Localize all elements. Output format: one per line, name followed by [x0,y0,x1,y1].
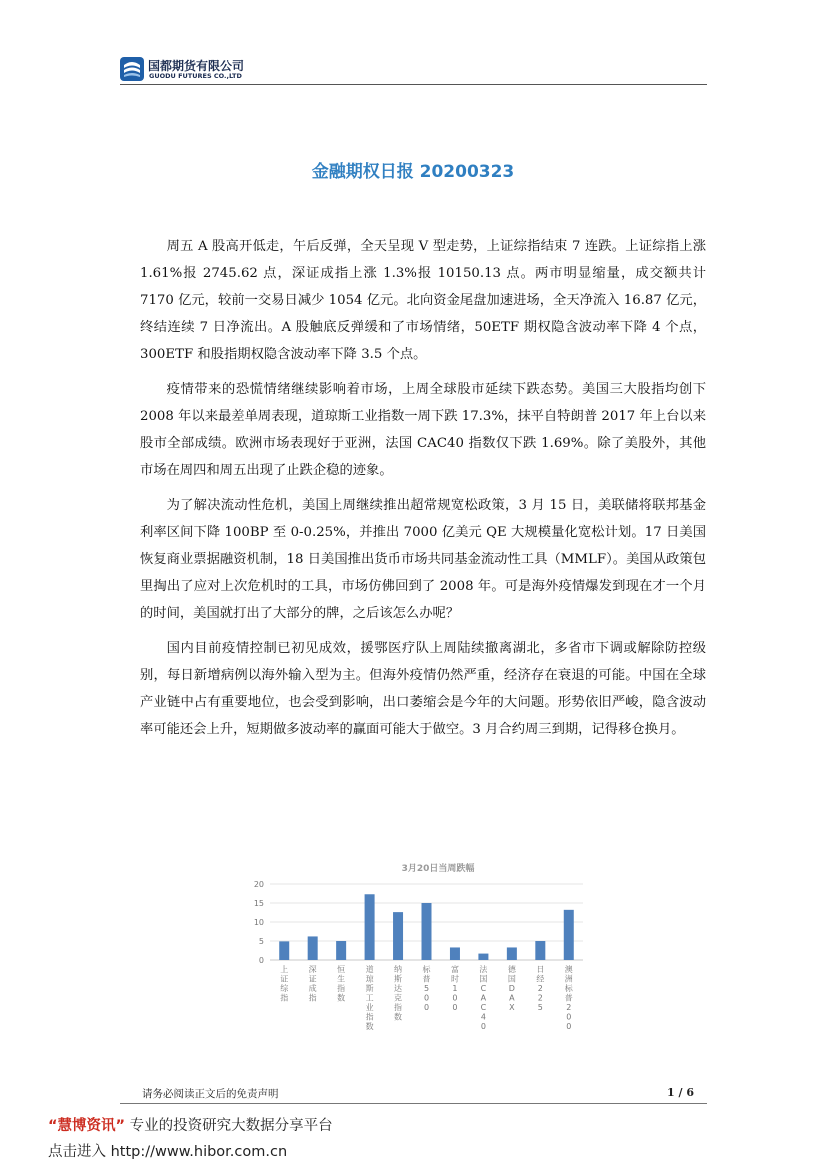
x-tick-label: 深证成指 [308,965,317,1003]
paragraph-1: 周五 A 股高开低走，午后反弹，全天呈现 V 型走势，上证综指结束 7 连跌。上证综指上涨 1.61%报 2745.62 点，深证成指上涨 1.3%报 10150.13 点。两市明显缩量，成交额共计 7170 亿元，较前一交易日减少 1054 亿元。北向资金尾盘加速进场，全天净流入 16.87 亿元，终结连续 7 日净流出。A 股触底反弹缓和了市场情绪，50ETF 期权隐含波动率下降 4 个点，300ETF 和股指期权隐含波动率下降 3.5 个点。 [140,239,706,362]
bar [393,912,403,960]
x-tick-label: 日经 2 2 5 [536,965,545,1012]
company-logo-icon [120,57,144,81]
chart-bars [279,894,574,960]
bar [450,947,460,960]
x-tick-label: 标普 5 0 0 [422,965,431,1012]
chart-x-axis [280,964,574,1031]
company-name-cn: 国都期货有限公司 [148,59,245,73]
bar-chart-svg [248,856,588,1046]
bar [365,894,375,960]
bar [564,910,574,960]
x-tick-label: 恒生指数 [337,965,346,1003]
footer-divider [120,1103,707,1104]
paragraph-2: 疫情带来的恐慌情绪继续影响着市场，上周全球股市延续下跌态势。美国三大股指均创下 2008 年以来最差单周表现，道琼斯工业指数一周下跌 17.3%，抹平自特朗普 2017 年上台以来股市全部成绩。欧洲市场表现好于亚洲，法国 CAC40 指数仅下跌 1.69%。除了美股外，其他市场在周四和周五出现了止跌企稳的迹象。 [140,382,706,478]
x-tick-label: 道琼斯工业指数 [365,965,374,1031]
header-divider [120,84,707,85]
weekly-decline-chart [248,856,588,1046]
x-tick-label: 富时 1 0 0 [450,965,459,1012]
bar [336,941,346,960]
chart-y-axis [254,880,264,965]
y-tick-label: 10 [253,918,264,927]
paragraph-4: 国内目前疫情控制已初见成效，援鄂医疗队上周陆续撤离湖北，多省市下调或解除防控级别，每日新增病例以海外输入型为主。但海外疫情仍然严重，经济存在衰退的可能。中国在全球产业链中占有重要地位，也会受到影响，出口萎缩会是今年的大问题。形势依旧严峻，隐含波动率可能还会上升，短期做多波动率的赢面可能大于做空。3 月合约周三到期，记得移仓换月。 [140,641,706,737]
promo-link[interactable]: 点击进入 http://www.hibor.com.cn [48,1144,288,1160]
bar [507,947,517,960]
bar [422,903,432,960]
y-tick-label: 0 [258,956,264,965]
paragraph-3: 为了解决流动性危机，美国上周继续推出超常规宽松政策，3 月 15 日，美联储将联邦基金利率区间下降 100BP 至 0-0.25%，并推出 7000 亿美元 QE 大规模量化宽松计划。17 日美国恢复商业票据融资机制，18 日美国推出货币市场共同基金流动性工具（MMLF）。美国从政策包里掏出了应对上次危机时的工具，市场仿佛回到了 2008 年。可是海外疫情爆发到现在才一个月的时间，美国就打出了大部分的牌，之后该怎么办呢？ [140,498,706,621]
y-tick-label: 15 [253,899,264,908]
report-header [120,55,710,85]
x-tick-label: 上证综指 [280,965,289,1003]
bar [279,941,289,960]
x-tick-label: 纳斯达克指数 [394,965,403,1022]
promo-brand: “慧博资讯” [48,1118,126,1134]
x-tick-label: 德国 D A X [507,965,516,1012]
report-title: 金融期权日报 20200323 [311,162,515,182]
bar [535,941,545,960]
page-number: 1 / 6 [667,1086,694,1099]
x-tick-label: 澳洲标普 2 0 0 [564,965,573,1031]
promo-slogan: 专业的投资研究大数据分享平台 [129,1118,333,1134]
y-tick-label: 20 [253,880,264,889]
chart-title: 3月20日当周跌幅 [401,864,475,874]
report-body [140,233,706,751]
y-tick-label: 5 [258,937,264,946]
x-tick-label: 法国 C A C 4 0 [479,965,488,1031]
bar [308,936,318,960]
company-name-en: GUODU FUTURES CO.,LTD [149,72,242,80]
disclaimer-note: 请务必阅读正文后的免责声明 [142,1088,279,1100]
promo-line [48,1114,333,1135]
bar [478,954,488,960]
